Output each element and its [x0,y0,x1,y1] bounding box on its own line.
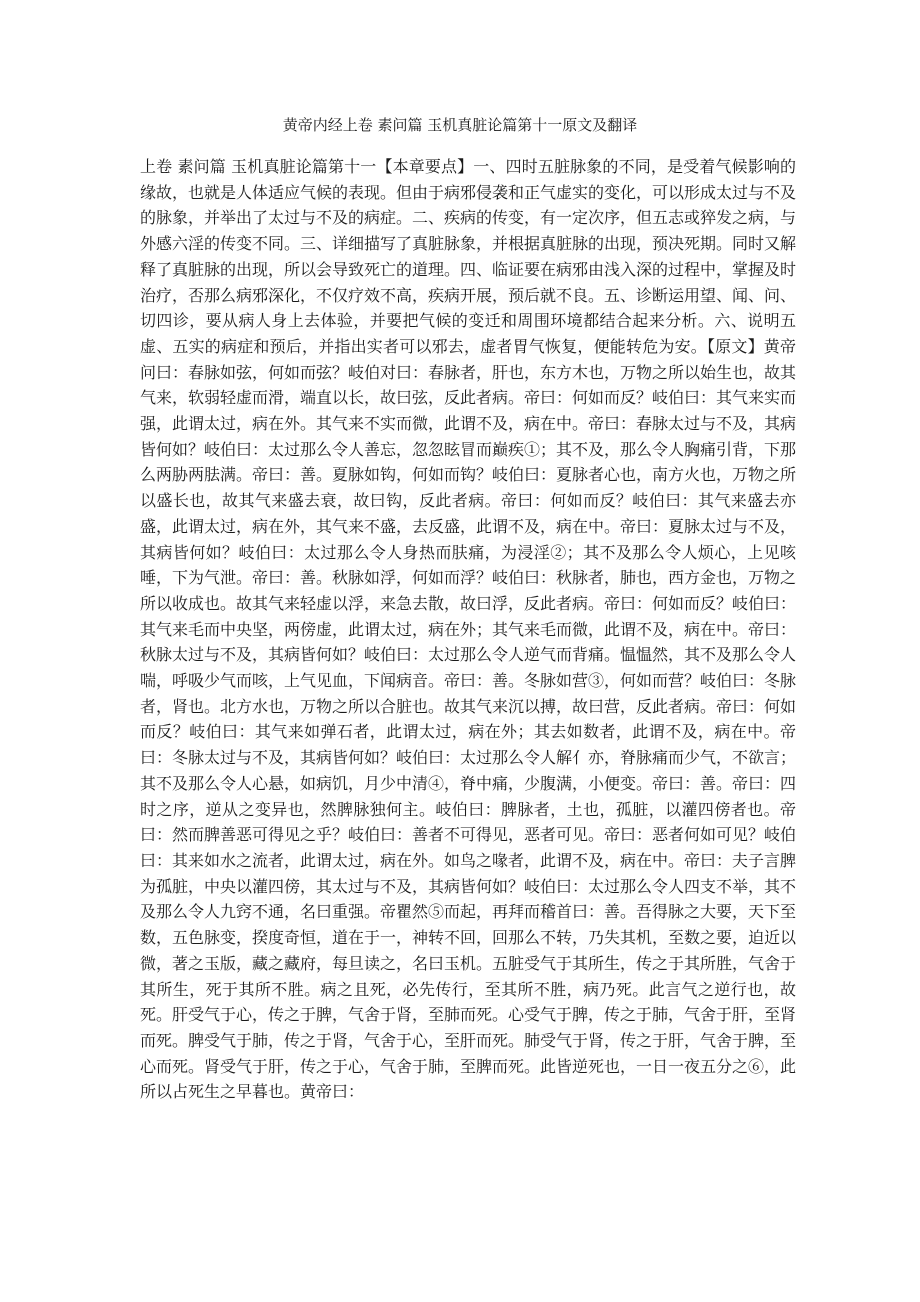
document-body-text: 上卷 素问篇 玉机真脏论篇第十一【本章要点】一、四时五脏脉象的不同，是受着气候影响的缘故，也就是人体适应气候的表现。但由于病邪侵袭和正气虚实的变化，可以形成太过与不及的脉象，并举出了太过与不及的病症。二、疾病的传变，有一定次序，但五志或猝发之病，与外感六淫的传变不同。三、详细描写了真脏脉象，并根据真脏脉的出现，预决死期。同时又解释了真脏脉的出现，所以会导致死亡的道理。四、临证要在病邪由浅入深的过程中，掌握及时治疗，否那么病邪深化，不仅疗效不高，疾病开展，预后就不良。五、诊断运用望、闻、问、切四诊，要从病人身上去体验，并要把气候的变迁和周围环境都结合起来分析。六、说明五虚、五实的病症和预后，并指出实者可以邪去，虚者胃气恢复，便能转危为安。【原文】黄帝问曰：春脉如弦，何如而弦？岐伯对曰：春脉者，肝也，东方木也，万物之所以始生也，故其气来，软弱轻虚而滑，端直以长，故曰弦，反此者病。帝曰：何如而反？岐伯曰：其气来实而强，此谓太过，病在外。其气来不实而微，此谓不及，病在中。帝曰：春脉太过与不及，其病皆何如？岐伯曰：太过那么令人善忘，忽忽眩冒而巅疾①；其不及，那么令人胸痛引背，下那么两胁两胠满。帝曰：善。夏脉如钩，何如而钩？岐伯曰：夏脉者心也，南方火也，万物之所以盛长也，故其气来盛去衰，故曰钩，反此者病。帝曰：何如而反？岐伯曰：其气来盛去亦盛，此谓太过，病在外，其气来不盛，去反盛，此谓不及，病在中。帝曰：夏脉太过与不及，其病皆何如？岐伯曰：太过那么令人身热而肤痛，为浸淫②；其不及那么令人烦心，上见咳唾，下为气泄。帝曰：善。秋脉如浮，何如而浮？岐伯曰：秋脉者，肺也，西方金也，万物之所以收成也。故其气来轻虚以浮，来急去散，故曰浮，反此者病。帝曰：何如而反？岐伯曰：其气来毛而中央坚，两傍虚，此谓太过，病在外；其气来毛而微，此谓不及，病在中。帝曰：秋脉太过与不及，其病皆何如？岐伯曰：太过那么令人逆气而背痛。愠愠然，其不及那么令人喘，呼吸少气而咳，上气见血，下闻病音。帝曰：善。冬脉如营③，何如而营？岐伯曰：冬脉者，肾也。北方水也，万物之所以合脏也。故其气来沉以搏，故曰营，反此者病。帝曰：何如而反？岐伯曰：其气来如弹石者，此谓太过，病在外；其去如数者，此谓不及，病在中。帝曰：冬脉太过与不及，其病皆何如？岐伯曰：太过那么令人解亻亦，脊脉痛而少气，不欲言；其不及那么令人心悬，如病饥，月少中清④，脊中痛，少腹满，小便变。帝曰：善。帝曰：四时之序，逆从之变异也，然脾脉独何主。岐伯曰：脾脉者，土也，孤脏，以灌四傍者也。帝曰：然而脾善恶可得见之乎？岐伯曰：善者不可得见，恶者可见。帝曰：恶者何如可见？岐伯曰：其来如水之流者，此谓太过，病在外。如鸟之喙者，此谓不及，病在中。帝曰：夫子言脾为孤脏，中央以灌四傍，其太过与不及，其病皆何如？岐伯曰：太过那么令人四支不举，其不及那么令人九窍不通，名曰重强。帝瞿然⑤而起，再拜而稽首曰：善。吾得脉之大要，天下至数，五色脉变，揆度奇恒，道在于一，神转不回，回那么不转，乃失其机，至数之要，迫近以微，著之玉版，藏之藏府，每旦读之，名曰玉机。五脏受气于其所生，传之于其所胜，气舍于其所生，死于其所不胜。病之且死，必先传行，至其所不胜，病乃死。此言气之逆行也，故死。肝受气于心，传之于脾，气舍于肾，至肺而死。心受气于脾，传之于肺，气舍于肝，至肾而死。脾受气于肺，传之于肾，气舍于心，至肝而死。肺受气于肾，传之于肝，气舍于脾，至心而死。肾受气于肝，传之于心，气舍于肺，至脾而死。此皆逆死也，一日一夜五分之⑥，此所以占死生之早暮也。黄帝曰： [140,157,797,1102]
document-title: 黄帝内经上卷 素问篇 玉机真脏论篇第十一原文及翻译 [282,116,638,134]
